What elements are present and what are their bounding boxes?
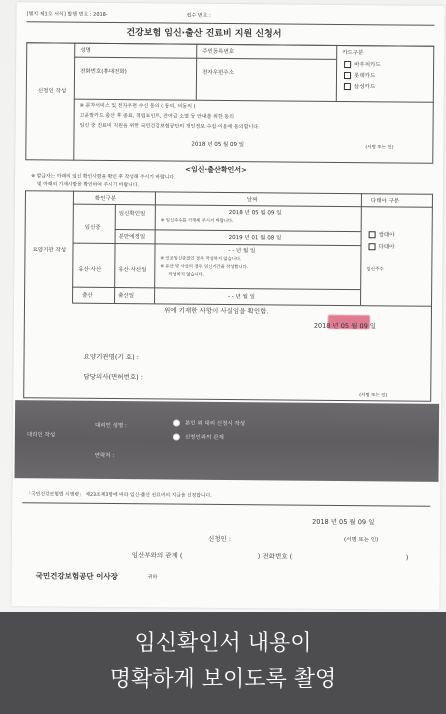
abortion-note: ※ 유산 및 사산의 경우 임신기간을 작성합니다. <box>160 264 249 271</box>
abortion-date-blank: - - 년 월 일 <box>228 248 256 255</box>
agent-option-radio[interactable] <box>173 420 180 427</box>
expected-delivery-date: 2019 년 01 월 08 일 <box>228 235 282 242</box>
divider <box>22 502 430 507</box>
card-option-label: 롯데카드 <box>353 73 376 80</box>
addressee-suffix: 귀하 <box>147 574 158 581</box>
verification-statement: 위에 기재한 사항이 사실임을 확인함. <box>163 306 269 316</box>
instruction-caption <box>0 612 446 714</box>
card-type-label: 카드구분 <box>342 49 364 57</box>
hospital-label: 요양기관명(기 호) : <box>83 352 139 362</box>
card-option-label: 삼성카드 <box>353 84 376 91</box>
birth-date-label: 출산일 <box>118 293 135 300</box>
pregnancy-confirm-label: 임신확인일 <box>118 211 146 218</box>
consent-line: 고운맘카드 출산 후 종료, 적립포인트, 잔여금 소멸 등 안내를 위한 동의 <box>79 112 235 121</box>
birth-row-label: 출산 <box>82 292 93 299</box>
addressee: 국민건강보험공단 이사장 <box>35 571 118 582</box>
relation-phone-label: ) 전화번호 ( <box>257 552 293 561</box>
multiple-label: 다태아 <box>378 244 395 251</box>
divider <box>26 21 434 26</box>
form-title: 건강보험 임신·출산 진료비 지원 신청서 <box>126 28 282 40</box>
agent-option-label: 본인 외 대리 신청시 작성 <box>184 420 246 428</box>
birth-date-blank: - - 년 월 일 <box>228 294 256 301</box>
column-header: 다태아 구분 <box>370 198 400 205</box>
twin-label: 쌍태아 <box>378 232 395 239</box>
caption-line-1: 임신확인서 내용이 <box>134 631 312 656</box>
doctor-label: 담당의사(면허번호) : <box>83 372 143 382</box>
applicant-section-label: 신청인 작성 <box>37 88 67 95</box>
relation-close: ) <box>405 553 409 562</box>
agent-section-label: 대리인 작성 <box>26 432 56 439</box>
receipt-number: 접수 번호 : <box>186 12 211 19</box>
institution-section-label: 요양기관 작성 <box>32 247 67 254</box>
confirmation-note: 및 아래의 기재사항을 확인하여 주시기 바랍니다. <box>37 182 139 189</box>
verification-date: 2018 년 05 월 09 일 <box>313 321 377 331</box>
pregnancy-note: ※ 임신주수를 기재해 주시기 바랍니다. <box>160 218 234 225</box>
doctor-signature: (서명 또는 인) <box>359 393 388 399</box>
agent-name-label: 대리인 성명 : <box>94 422 127 430</box>
column-header: 확인구분 <box>94 195 117 203</box>
agent-contact-label: 연락처 : <box>94 452 115 460</box>
abortion-date-label: 유산·사산일 <box>118 267 147 274</box>
application-date: 2018 년 05 월 09 일 <box>312 517 375 527</box>
agent-option-label: 신청인과의 관계 <box>184 434 224 441</box>
relation-label: 임산부와의 관계 ( <box>131 551 183 560</box>
name-label: 성명 <box>80 47 91 54</box>
applicant-signature: (서명 또는 인) <box>343 537 379 544</box>
consent-signature: (서명 또는 인) <box>365 145 394 151</box>
consent-line: 임신 중 진료비 지원을 위한 국민건강보험공단의 개인정보 수집·이용에 동의합니다. <box>79 122 260 131</box>
pregnancy-confirm-date: 2018 년 05 월 09 일 <box>228 210 282 217</box>
card-option-label: 바우처카드 <box>354 62 381 69</box>
expected-delivery-label: 분만예정일 <box>118 234 146 241</box>
abortion-row-label: 유산·사산 <box>78 266 102 273</box>
twin-checkbox[interactable] <box>369 231 376 238</box>
law-statement: 「국민건강보험법 시행령」 제23조제3항에 따라 임신·출산 진료비의 지급을 신청합니다. <box>26 492 212 499</box>
agent-section <box>14 400 439 482</box>
multiple-checkbox[interactable] <box>368 243 375 250</box>
consent-date: 2018 년 05 월 09 일 <box>191 141 245 149</box>
column-header: 날짜 <box>246 197 258 204</box>
abortion-note: ※ 인공임신중절인 경우 작성하지 않습니다. <box>160 256 242 263</box>
email-label: 전자우편주소 <box>202 69 234 77</box>
card-option-checkbox[interactable] <box>344 72 351 79</box>
pregnant-row-label: 임신중 <box>84 224 101 231</box>
pregnancy-application-form <box>11 2 444 610</box>
phone-label: 전화번호(휴대전화) <box>80 68 127 76</box>
consent-line: ※ 문자서비스 및 전자우편 수신 동의 ( 동의, 비동의 ) <box>79 102 196 110</box>
confirmation-title: <임신·출산확인서> <box>185 165 247 175</box>
agent-option-radio[interactable] <box>173 434 180 441</box>
abortion-note: 작성하지 않습니다. <box>168 272 205 278</box>
confirmation-note: ※ 발급자는 아래의 임신 확인사항을 확인 후 작성해 주시기 바랍니다. <box>31 174 176 181</box>
applicant-label: 신청인 : <box>207 534 232 544</box>
resident-no-label: 주민등록번호 <box>202 48 235 56</box>
form-number: [별지 제1호 서식] 발행 번호 : 2018- <box>26 11 108 18</box>
weeks-label: 임신주수 <box>366 267 384 273</box>
caption-line-2: 명확하게 보이도록 촬영 <box>109 667 337 692</box>
card-option-checkbox[interactable] <box>344 61 351 68</box>
card-option-checkbox[interactable] <box>344 83 351 90</box>
